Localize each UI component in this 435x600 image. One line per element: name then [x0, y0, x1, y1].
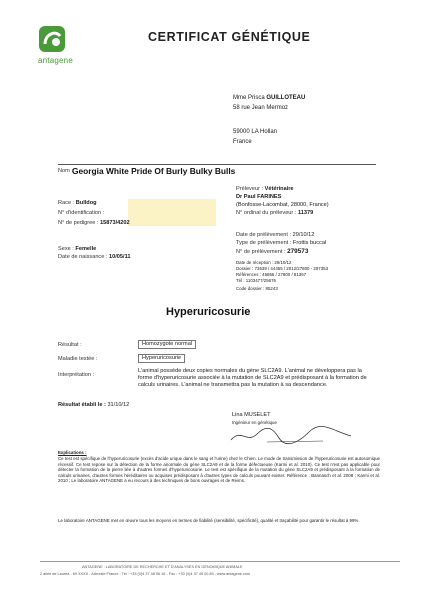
sampler-row [236, 186, 294, 193]
address-name [233, 94, 305, 102]
sex-value: Femelle [75, 246, 97, 252]
result-date-row [58, 402, 129, 409]
sample-number-row [236, 248, 308, 256]
sample-type-label: Type de prélèvement : [236, 240, 292, 246]
interpretation-label: Interprétation : [58, 372, 95, 378]
reception-label: Date de réception : [236, 260, 274, 265]
address-prefix: Mme Prisca [233, 95, 265, 101]
sample-date: 29/10/12 [292, 232, 315, 238]
sample-date-row [236, 232, 314, 239]
sample-number-label: N° de prélèvement : [236, 249, 286, 255]
reference-label: Références : [236, 272, 261, 277]
footer-line-2: 2 allée de Lauréa - 69 XXXX - Arbresle France - Tél : +33 (0)4 37 48 06 16 - Fax : +33 (0)4 37 49 00 89 - www.antagene.com [40, 572, 251, 576]
highlight-mark [128, 199, 216, 226]
reference-row [236, 272, 306, 278]
footer-line-1: ANTAGENE : LABORATOIRE DE RECHERCHE ET D'ANALYSES EN GÉNOMIQUE ANIMALE [82, 565, 243, 569]
sampler-address: (Bonfosse-Lacombat, 28000, France) [236, 202, 329, 208]
race-row [58, 200, 97, 207]
birth-value: 10/05/11 [109, 254, 131, 260]
divider [58, 164, 376, 165]
race-value: Bulldog [75, 200, 97, 206]
signatory-title: Ingénieur en génétique [232, 420, 277, 425]
race-label: Race : [58, 200, 75, 206]
client-value: 85243 [265, 286, 278, 291]
dossier-value: 73639 / 44455 / 2012/27800 - 297353 [254, 266, 329, 271]
sex-row [58, 246, 96, 253]
interpretation-text: L'animal possède deux copies normales du gène SLC2A9. L'animal ne développera pas la forme d'hyperuricosurie associée à la mutation de SLC2A9 et prédisposant à la formation de calculs urinaires. L'animal ne transmettra pas la mutation à sa descendance. [138, 368, 367, 389]
result-date-label: Résultat établi le : [58, 402, 106, 408]
result-label: Résultat : [58, 342, 82, 348]
sampler-role: Vétérinaire [264, 186, 294, 192]
client-row [236, 286, 278, 292]
reception-row [236, 260, 291, 266]
sampler-label: Préleveur : [236, 186, 264, 192]
birth-row [58, 254, 130, 261]
signatory-name: Lina MUSELET [232, 412, 271, 418]
sampler-order: 11379 [297, 210, 314, 216]
address-city: 59000 LA Hollan [233, 129, 278, 135]
lab-note: Le laboratoire ANTAGENE met en œuvre tous les moyens en termes de fiabilité (sensibilité, spécificité), qualité et traçabilité pour garantir le résultat à 99%. [58, 518, 360, 523]
client-label: Code dossier : [236, 286, 265, 291]
tel-row [236, 278, 276, 284]
explanations-heading: Explications : [58, 450, 87, 455]
explanations-text: Ce test est spécifique de l'hyperuricosurie (excès d'acide urique dans le sang et l'urine) chez le Chien. Le mode de transmission de l'hyperuricosurie est autosomique récessif. Ce test repose sur la détection de la forme anormale du gène SLC2A9 et de la forme défectueuse (Karmi et al. 2010). Ce test n'est pas applicable pour détecter la formation de la pierre liée à d'autres formes d'hyperuricosurie. Le test est spécifique de la mutation du gène SLC2A9 et prédisposant à la formation de calculs urinaires, d'autres formes héréditaires ou acquises prédisposant à d'autres types de calculs pouvant exister. Référence : Bannasch et al. 2008 ; Karmi et al. 2010 ; Le laboratoire ANTAGENE a eu recours à des techniques de bons ouvrages et de Reims. [58, 456, 380, 484]
sampler-order-row [236, 210, 313, 217]
sampler-order-label: N° ordinal du préleveur : [236, 210, 297, 216]
address-country: France [233, 139, 252, 145]
reference-value: 45866 / 27800 / 81367 [262, 272, 307, 277]
sampler-name: Dr Paul FARINES [236, 194, 282, 200]
signature-icon [227, 424, 357, 446]
page-title: CERTIFICAT GÉNÉTIQUE [148, 30, 311, 44]
address-surname: GUILLOTEAU [266, 95, 306, 101]
footer-divider [40, 561, 400, 562]
tel-value: 1103477/25676 [245, 278, 276, 283]
disease-label: Maladie testée : [58, 356, 98, 362]
dossier-label: Dossier : [236, 266, 254, 271]
sample-type: Frottis buccal [292, 240, 327, 246]
birth-label: Date de naissance : [58, 254, 108, 260]
pedigree-row [58, 220, 130, 227]
sample-number: 279573 [287, 248, 309, 255]
antagene-logo-icon [36, 22, 82, 74]
dossier-row [236, 266, 328, 272]
id-row [58, 210, 104, 217]
result-date: 31/10/12 [107, 402, 130, 408]
pedigree-value: 15873/4202 [100, 220, 130, 226]
disease-value: Hyperuricosurie [138, 354, 185, 363]
sample-type-row [236, 240, 326, 247]
address-street: 58 rue Jean Mermoz [233, 105, 289, 111]
test-title: Hyperuricosurie [166, 306, 251, 318]
tel-label: Tél : [236, 278, 245, 283]
id-label: N° d'identification : [58, 210, 105, 216]
reception-date: 29/10/12 [274, 260, 292, 265]
dog-name-label: Nom : [58, 168, 73, 174]
sample-date-label: Date de prélèvement : [236, 232, 292, 238]
brand-name: antagene [38, 56, 73, 65]
pedigree-label: N° de pedigree : [58, 220, 99, 226]
result-value: Homozygote normal [138, 340, 196, 349]
dog-name: Georgia White Pride Of Burly Bulky Bulls [72, 166, 236, 176]
sex-label: Sexe : [58, 246, 74, 252]
